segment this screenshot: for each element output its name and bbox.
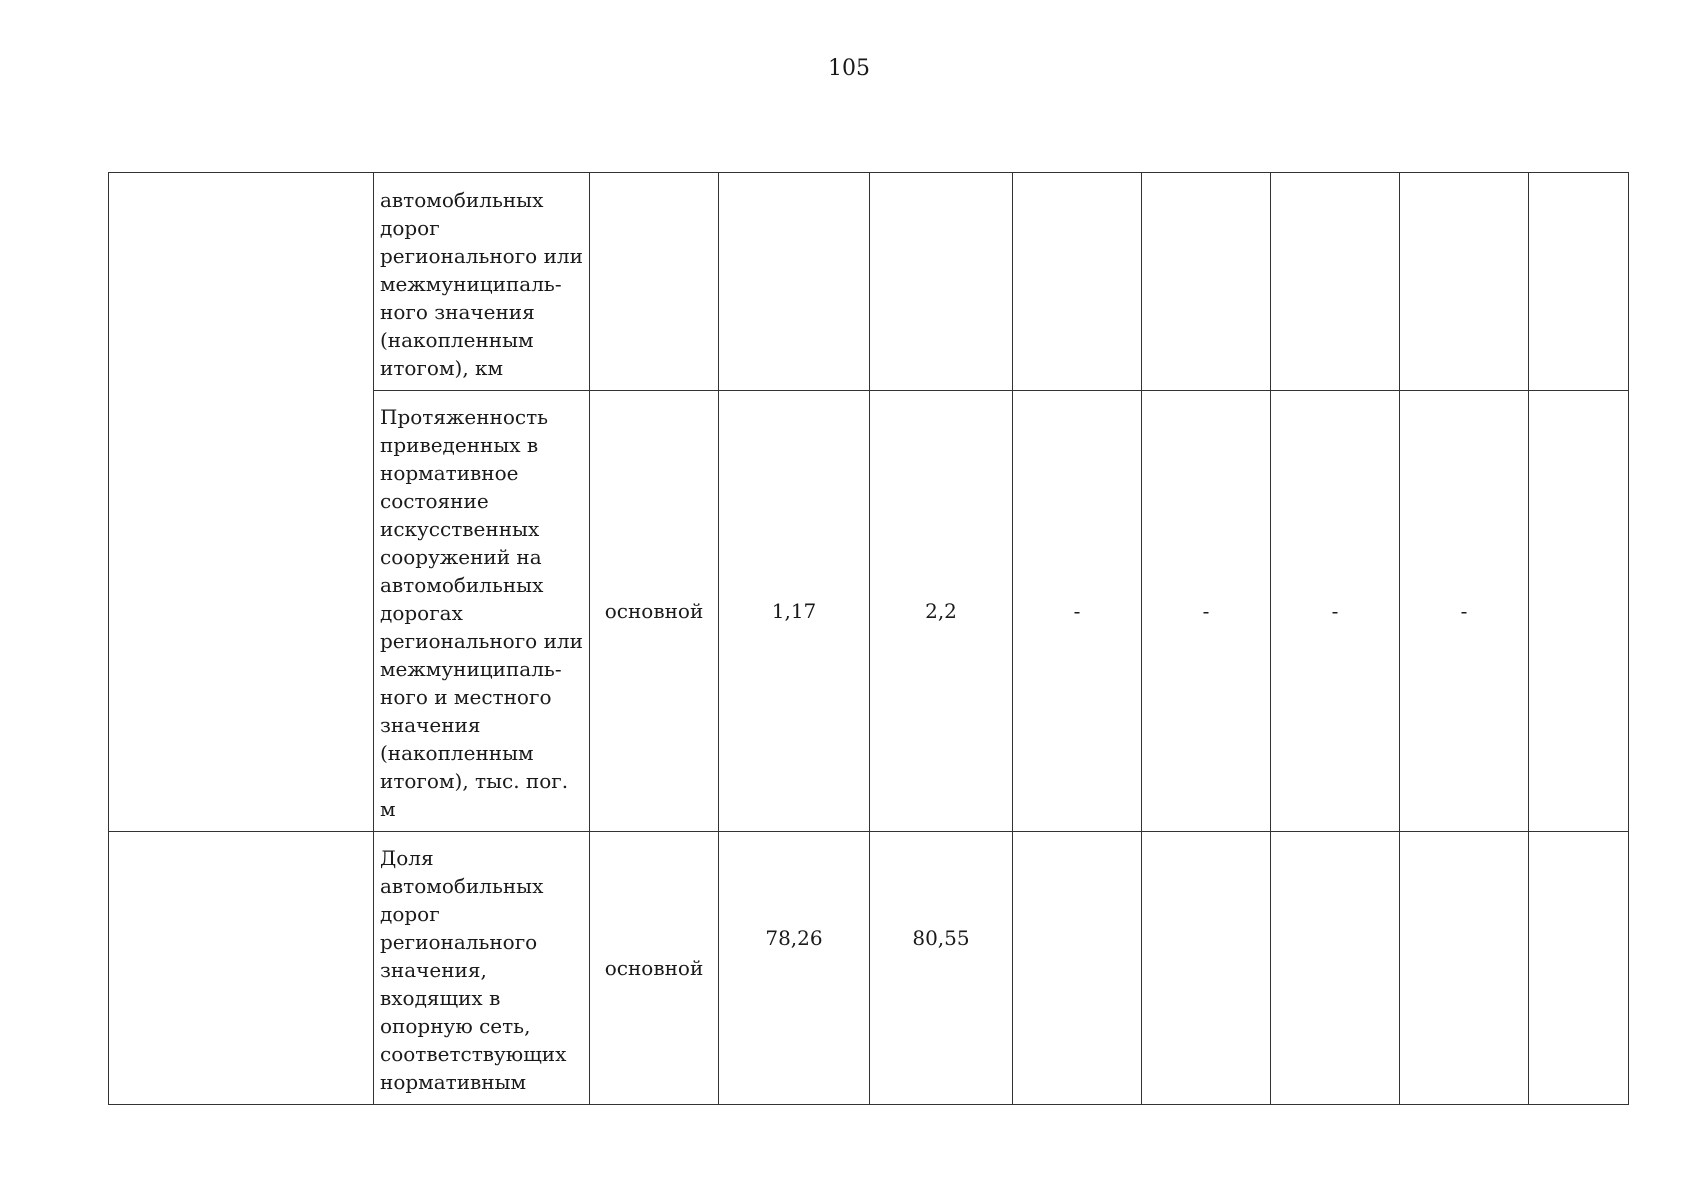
value-cell [1271,832,1400,1105]
value-cell: 80,55 [870,832,1013,1105]
indicator-name: Протяженность приведенных в нормативное состояние искусственных сооружений на автомобильных дорогах регионального или межмуниципаль- ного и местного значения (накопленным итогом), тыс. пог. м [374,391,590,832]
indicator-name: Доля автомобильных дорог регионального значения, входящих в опорную сеть, соответствующих нормативным [374,832,590,1105]
value-cell: 2,2 [870,391,1013,832]
indicator-type: основной [590,832,719,1105]
value-cell [1529,832,1629,1105]
value-cell: - [1142,391,1271,832]
value-cell [1142,173,1271,391]
value-cell: - [1400,391,1529,832]
table-row [109,832,1629,1105]
value-cell [1400,832,1529,1105]
value-cell: - [1271,391,1400,832]
value-cell [1400,173,1529,391]
indicator-type: основной [590,391,719,832]
indicator-type [590,173,719,391]
value-cell: 1,17 [719,391,870,832]
value-cell: 78,26 [719,832,870,1105]
value-cell [1271,173,1400,391]
value-cell [1529,173,1629,391]
value-cell [1142,832,1271,1105]
value-cell [1013,173,1142,391]
data-table [108,172,1629,1105]
empty-cell [109,832,374,1105]
value-cell [1529,391,1629,832]
page-number: 105 [828,56,870,81]
indicator-name: автомобильных дорог регионального или межмуниципаль- ного значения (накопленным итогом), км [374,173,590,391]
value-cell [719,173,870,391]
value-cell [870,173,1013,391]
value-cell [1013,832,1142,1105]
empty-cell [109,173,374,832]
value-cell: - [1013,391,1142,832]
table-row [109,173,1629,391]
